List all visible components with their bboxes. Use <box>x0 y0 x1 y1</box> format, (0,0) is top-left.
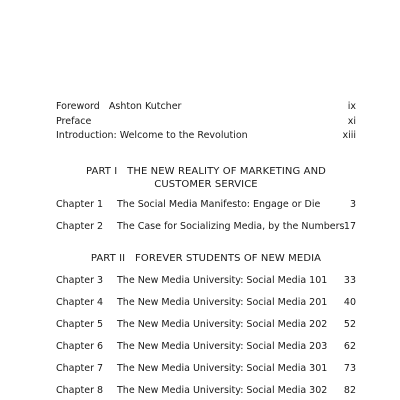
chapter-label: Chapter 6 <box>56 341 104 352</box>
toc-entry-chapter-8 <box>56 384 356 398</box>
chapter-page: 62 <box>343 341 356 352</box>
part-1-heading-line-2: CUSTOMER SERVICE <box>154 179 258 190</box>
entry-author: Ashton Kutcher <box>108 101 182 112</box>
chapter-label: Chapter 3 <box>56 275 104 286</box>
chapter-page: 33 <box>343 275 356 286</box>
chapter-title: The Case for Socializing Media, by the Numbers <box>117 221 345 232</box>
toc-entry-introduction <box>56 129 356 144</box>
entry-label: Preface <box>56 115 92 127</box>
chapter-page: 3 <box>349 199 356 210</box>
toc-entry-chapter-5 <box>56 318 356 332</box>
chapter-page: 52 <box>343 319 356 330</box>
entry-label: Foreword <box>56 101 100 112</box>
chapter-label: Chapter 5 <box>56 319 104 330</box>
toc-entry-preface <box>56 115 356 130</box>
chapter-page: 73 <box>343 363 356 374</box>
chapter-page: 17 <box>343 221 356 232</box>
chapter-title: The New Media University: Social Media 201 <box>117 297 328 308</box>
chapter-title: The New Media University: Social Media 301 <box>117 363 328 374</box>
toc-entry-chapter-6 <box>56 340 356 354</box>
chapter-page: 40 <box>343 297 356 308</box>
chapter-label: Chapter 7 <box>56 363 104 374</box>
part-2-heading-line-1: PART II FOREVER STUDENTS OF NEW MEDIA <box>90 253 322 264</box>
toc-entry-chapter-2 <box>56 220 356 234</box>
chapter-title: The New Media University: Social Media 202 <box>117 319 328 330</box>
chapter-title: The New Media University: Social Media 203 <box>117 341 328 352</box>
chapter-title: The New Media University: Social Media 101 <box>117 275 328 286</box>
toc-entry-chapter-4 <box>56 296 356 310</box>
entry-page: xi <box>347 115 356 127</box>
toc-entry-foreword <box>56 100 356 115</box>
toc-entry-chapter-7 <box>56 362 356 376</box>
chapter-title: The Social Media Manifesto: Engage or Die <box>117 199 321 210</box>
chapter-title: The New Media University: Social Media 302 <box>117 385 328 396</box>
chapter-label: Chapter 8 <box>56 385 104 396</box>
part-2-heading <box>56 252 356 265</box>
front-matter <box>56 100 356 144</box>
entry-label: Introduction: Welcome to the Revolution <box>56 130 248 141</box>
entry-page: ix <box>347 101 356 112</box>
chapter-page: 82 <box>343 385 356 396</box>
part-1-heading-line-1: PART I THE NEW REALITY OF MARKETING AND <box>86 166 326 177</box>
entry-page: xiii <box>342 130 356 141</box>
toc-entry-chapter-3 <box>56 274 356 288</box>
part-1-heading <box>56 165 356 191</box>
chapter-label: Chapter 1 <box>56 199 104 210</box>
chapter-label: Chapter 2 <box>56 221 104 232</box>
toc-entry-chapter-1 <box>56 198 356 212</box>
chapter-label: Chapter 4 <box>56 297 104 308</box>
